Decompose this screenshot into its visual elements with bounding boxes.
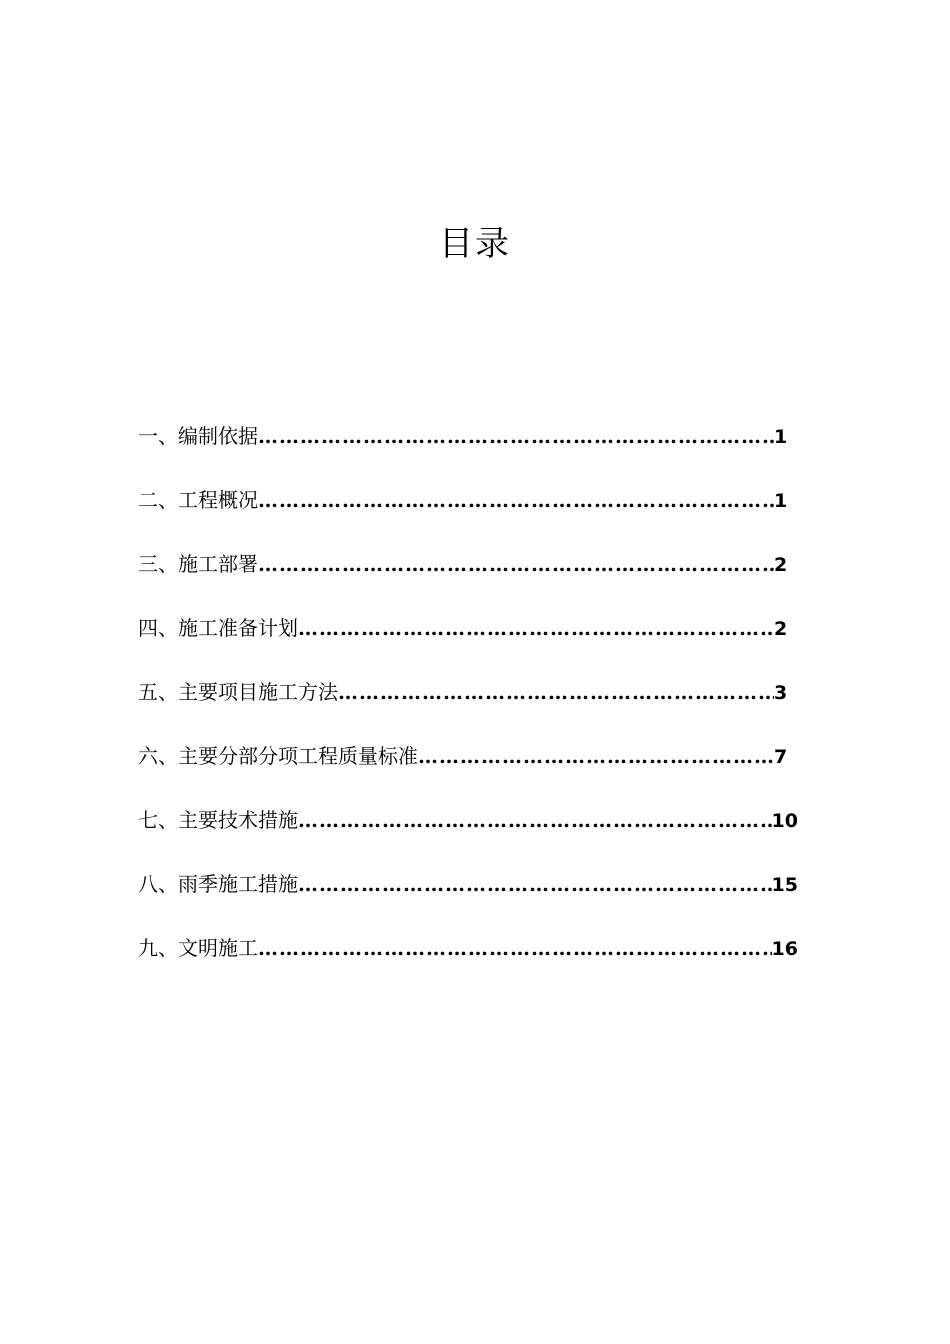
- toc-dot-leader: [258, 418, 774, 454]
- toc-entry-9[interactable]: [138, 930, 798, 994]
- toc-entry-page-number: 10: [771, 810, 798, 832]
- toc-entry-label: 一、编制依据: [138, 424, 258, 448]
- toc-entry-label: 六、主要分部分项工程质量标准: [138, 744, 418, 768]
- toc-dot-leader: [298, 610, 774, 646]
- toc-entry-page-number: 2: [774, 554, 788, 576]
- toc-entry-label: 七、主要技术措施: [138, 808, 298, 832]
- toc-entry-page-number: 2: [774, 618, 788, 640]
- toc-entry-page-number: 1: [774, 426, 788, 448]
- toc-entry-label: 五、主要项目施工方法: [138, 680, 338, 704]
- toc-entry-1[interactable]: [138, 418, 798, 482]
- toc-entry-4[interactable]: [138, 610, 798, 674]
- page-title: 目录: [439, 224, 511, 264]
- toc-dot-leader: [338, 674, 774, 710]
- toc-entry-page-number: 15: [771, 874, 798, 896]
- toc-entry-label: 八、雨季施工措施: [138, 872, 298, 896]
- toc-entry-7[interactable]: [138, 802, 798, 866]
- toc-entry-label: 四、施工准备计划: [138, 616, 298, 640]
- toc-dot-leader: [298, 802, 772, 838]
- toc-entry-6[interactable]: [138, 738, 798, 802]
- toc-entry-label: 三、施工部署: [138, 552, 258, 576]
- toc-entry-page-number: 7: [774, 746, 788, 768]
- toc-entry-page-number: 3: [774, 682, 788, 704]
- toc-entry-2[interactable]: [138, 482, 798, 546]
- toc-dot-leader: [258, 930, 772, 966]
- toc-entry-label: 二、工程概况: [138, 488, 258, 512]
- toc-dot-leader: [258, 482, 774, 518]
- toc-dot-leader: [418, 738, 774, 774]
- toc-dot-leader: [258, 546, 774, 582]
- toc-entry-8[interactable]: [138, 866, 798, 930]
- toc-entry-label: 九、文明施工: [138, 936, 258, 960]
- toc-entry-5[interactable]: [138, 674, 798, 738]
- toc-entry-3[interactable]: [138, 546, 798, 610]
- toc-entry-page-number: 16: [771, 938, 798, 960]
- toc-dot-leader: [298, 866, 772, 902]
- table-of-contents: [138, 418, 798, 994]
- toc-entry-page-number: 1: [774, 490, 788, 512]
